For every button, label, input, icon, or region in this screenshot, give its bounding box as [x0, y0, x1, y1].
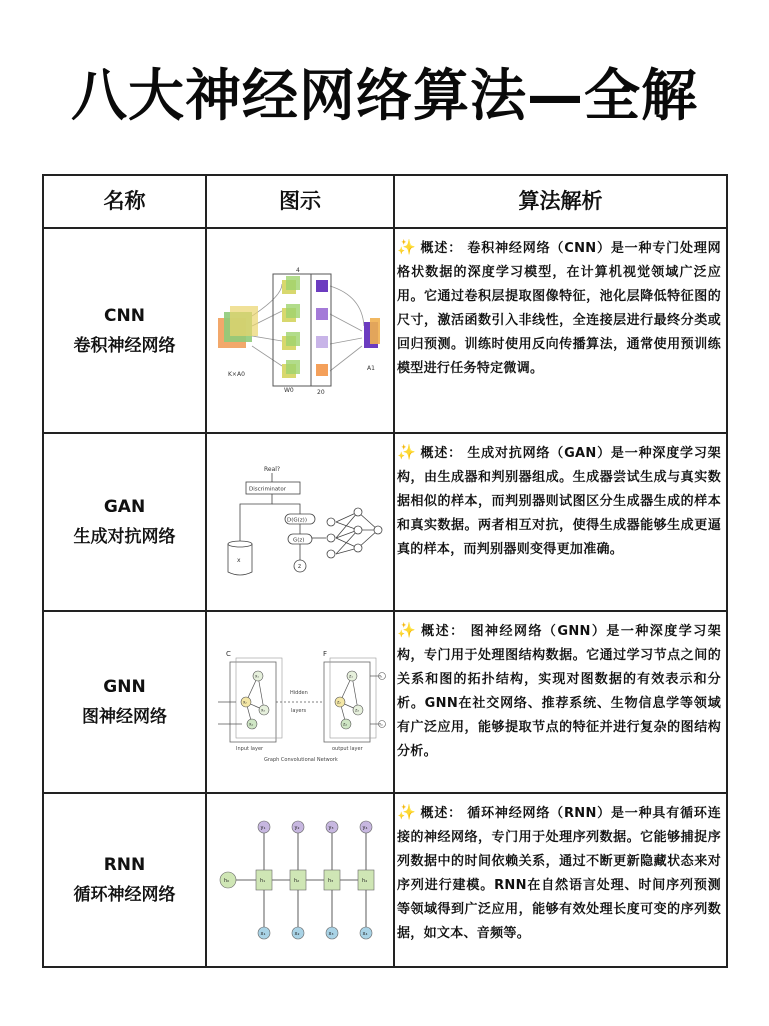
rnn-label-x4: x₄ [362, 931, 368, 937]
rnn-diagram [207, 794, 393, 966]
rnn-label-y3: y₃ [328, 825, 334, 831]
rnn-label-y4: y₄ [362, 825, 368, 831]
cnn-diagram [207, 229, 393, 432]
svg-text:Y₄: Y₄ [379, 722, 383, 727]
algorithm-abbr: RNN [103, 855, 146, 875]
sparkle-icon: ✨ [397, 443, 417, 461]
gan-diagram [207, 434, 393, 610]
sparkle-icon: ✨ [397, 803, 417, 821]
header-analysis: 算法解析 [518, 189, 603, 213]
rnn-label-x1: x₁ [260, 931, 266, 937]
gan-label-x: x [237, 557, 241, 564]
table-row-gnn [44, 610, 726, 792]
table-row-rnn [44, 792, 726, 966]
sparkle-icon: ✨ [397, 238, 417, 256]
gan-label-discriminator: Discriminator [249, 486, 286, 493]
gan-label-dgz: D(G(z)) [287, 517, 307, 524]
algorithm-description: ✨ 概述： 循环神经网络（RNN）是一种具有循环连接的神经网络，专门用于处理序列数据。它能够捕捉序列数据中的时间依赖关系，通过不断更新隐藏状态来对序列进行建模。RNN在自然语言处理、时间序列预测等领域得到广泛应用，能够有效处理长度可变的序列数据，如文本、音频等。 [397, 803, 721, 941]
gnn-label-caption: Graph Convolutional Network [264, 757, 338, 763]
algorithm-name-cell [44, 612, 205, 792]
table-row-cnn [44, 229, 726, 432]
gan-label-z: z [298, 563, 302, 570]
algorithm-abbr: GNN [103, 677, 146, 697]
algorithm-abbr: CNN [104, 305, 145, 326]
gnn-label-layers: layers [291, 708, 307, 714]
algorithm-description: ✨ 概述： 卷积神经网络（CNN）是一种专门处理网格状数据的深度学习模型，在计算机视觉领域广泛应用。它通过卷积层提取图像特征，池化层降低特征图的尺寸，激活函数引入非线性，全连接层进行最终分类或回归预测。训练时使用反向传播算法，通常使用预训练模型进行任务特定微调。 [397, 238, 721, 376]
table-header-row [44, 176, 726, 229]
gnn-label-f: F [323, 650, 328, 658]
cnn-label-4: 4 [296, 266, 300, 274]
algorithm-full-name: 循环神经网络 [73, 885, 176, 905]
svg-text:X₄: X₄ [249, 722, 253, 727]
rnn-label-x2: x₂ [294, 931, 300, 937]
svg-text:Z₄: Z₄ [343, 722, 347, 727]
svg-text:X₃: X₃ [261, 708, 265, 713]
comparison-table [42, 174, 728, 968]
cnn-label-a1: A1 [367, 364, 375, 372]
cnn-label-input: K×A0 [228, 370, 245, 378]
algorithm-full-name: 生成对抗网络 [73, 527, 176, 547]
header-name: 名称 [103, 189, 146, 213]
gnn-label-c: C [226, 650, 231, 658]
table-row-gan [44, 432, 726, 610]
svg-text:Z₃: Z₃ [355, 708, 359, 713]
algorithm-description: ✨ 概述： 生成对抗网络（GAN）是一种深度学习架构，由生成器和判别器组成。生成器尝试生成与真实数据相似的样本，而判别器则试图区分生成器生成的样本和真实数据。两者相互对抗，使得生成器能够生成更逼真的样本，而判别器则变得更加准确。 [397, 443, 721, 557]
algorithm-description: ✨ 概述： 图神经网络（GNN）是一种深度学习架构，专门用于处理图结构数据。它通过学习节点之间的关系和图的拓扑结构，实现对图数据的有效表示和分析。GNN在社交网络、推荐系统、生物信息学等领域有广泛应用，能够提取节点的特征并进行复杂的图结构分析。 [397, 621, 721, 759]
gnn-diagram [207, 612, 393, 792]
svg-text:Z₂: Z₂ [337, 700, 341, 705]
rnn-label-h1: h₁ [260, 878, 266, 884]
page-title: 八大神经网络算法—全解 [71, 64, 698, 129]
algorithm-full-name: 图神经网络 [82, 707, 167, 727]
svg-text:X₂: X₂ [243, 700, 247, 705]
rnn-label-y1: y₁ [260, 825, 266, 831]
cnn-label-w0: W0 [284, 386, 294, 394]
header-figure: 图示 [279, 189, 321, 213]
rnn-label-x3: x₃ [328, 931, 334, 937]
svg-text:Z₁: Z₁ [349, 674, 353, 679]
svg-text:Y₁: Y₁ [379, 674, 383, 679]
gan-label-real: Real? [264, 466, 281, 473]
rnn-label-h2: h₂ [294, 878, 300, 884]
svg-text:X₁: X₁ [255, 674, 259, 679]
algorithm-name-cell [44, 434, 205, 610]
gnn-label-output-layer: output layer [332, 746, 363, 752]
algorithm-name-cell [44, 229, 205, 432]
algorithm-full-name: 卷积神经网络 [73, 335, 176, 356]
gnn-label-hidden: Hidden [290, 690, 308, 696]
gan-label-gz: G(z) [293, 537, 305, 544]
cnn-label-20: 20 [317, 388, 325, 396]
rnn-label-h3: h₃ [328, 878, 334, 884]
algorithm-abbr: GAN [103, 497, 146, 517]
rnn-label-h0: h₀ [224, 878, 230, 884]
rnn-label-h4: h₄ [362, 878, 368, 884]
algorithm-name-cell [44, 794, 205, 966]
rnn-label-y2: y₂ [294, 825, 300, 831]
gnn-label-input-layer: Input layer [236, 746, 264, 752]
sparkle-icon: ✨ [397, 621, 418, 639]
